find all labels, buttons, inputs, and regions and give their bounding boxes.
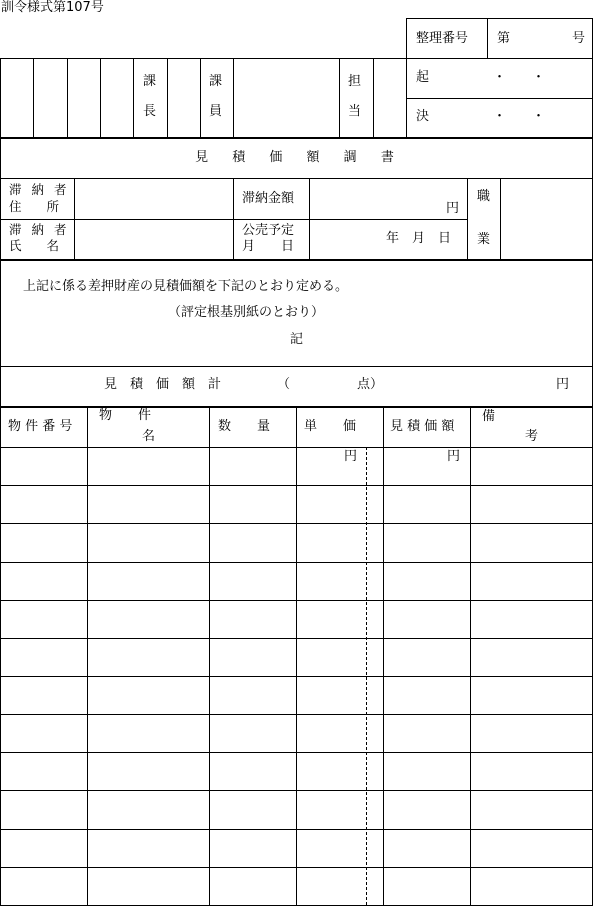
rule-v	[233, 58, 234, 138]
rule-v	[406, 58, 407, 138]
ketsu-label: 決	[416, 109, 430, 124]
rule-h	[0, 259, 593, 261]
header-biko-bottom: 考	[525, 429, 539, 444]
header-bukken-bango: 物 件 番 号	[8, 419, 73, 434]
document-title: 見 積 価 額 調 書	[195, 150, 398, 165]
rule-v	[487, 18, 488, 58]
rule-v	[200, 58, 201, 138]
tanto-top: 担	[348, 74, 362, 89]
statement-ki: 記	[290, 332, 304, 347]
rule-v	[33, 58, 34, 138]
registry-label: 整理番号	[416, 31, 469, 46]
sale-date: 年 月 日	[386, 231, 452, 246]
header-bukken-bottom: 名	[142, 429, 156, 444]
registry-dai: 第	[497, 31, 511, 46]
rule-v	[296, 406, 297, 906]
kain-top: 課	[209, 74, 223, 89]
header-suryo: 数 量	[218, 419, 271, 434]
rule-v	[87, 406, 88, 906]
amount-yen: 円	[446, 201, 460, 216]
kacho-bottom: 長	[143, 104, 157, 119]
header-mitsumori: 見 積 価 額	[390, 419, 455, 434]
unit-yen-mitsumori: 円	[447, 449, 461, 464]
gyo-label: 業	[477, 232, 491, 247]
rule-v	[383, 406, 384, 906]
header-bukken-top: 物 件	[99, 408, 152, 423]
shimei-label: 氏 名	[9, 238, 60, 253]
jusho-label: 住 所	[9, 199, 60, 214]
taino-label-2: 滞 納 者	[9, 222, 70, 237]
rule-v	[373, 58, 374, 138]
form-id: 訓令様式第107号	[1, 0, 104, 15]
rule-v	[209, 406, 210, 906]
rule-v	[309, 178, 310, 259]
tanka-dashed-divider	[366, 447, 367, 905]
rule-v	[100, 58, 101, 138]
shoku-label: 職	[477, 189, 491, 204]
rule-v	[74, 178, 75, 259]
statement-line-1: 上記に係る差押財産の見積価額を下記のとおり定める。	[23, 279, 349, 294]
rule-v	[0, 58, 1, 138]
rule-h	[0, 58, 593, 59]
rule-v	[500, 178, 501, 259]
ki-date: ・ ・	[493, 70, 546, 85]
amount-label: 滞納金額	[242, 191, 295, 206]
kacho-top: 課	[143, 74, 157, 89]
kain-bottom: 員	[209, 104, 223, 119]
rule-v	[167, 58, 168, 138]
unit-yen-tanka: 円	[344, 449, 358, 464]
rule-v	[467, 178, 468, 259]
rule-h	[406, 98, 593, 99]
sale-label-1: 公売予定	[242, 223, 295, 238]
statement-line-2: （評定根基別紙のとおり）	[168, 305, 325, 320]
rule-h	[406, 18, 593, 19]
rule-v	[470, 406, 471, 906]
ketsu-date: ・ ・	[493, 109, 546, 124]
header-biko-top: 備	[482, 409, 496, 424]
rule-h	[0, 366, 593, 367]
rule-v	[339, 58, 340, 138]
rule-v	[406, 18, 407, 58]
tanto-bottom: 当	[348, 104, 362, 119]
total-points: 点）	[357, 377, 384, 392]
rule-h	[0, 178, 593, 179]
rule-v	[133, 58, 134, 138]
rule-v	[233, 178, 234, 259]
total-yen: 円	[556, 377, 570, 392]
ki-label: 起	[416, 70, 430, 85]
rule-v	[67, 58, 68, 138]
registry-go: 号	[572, 31, 586, 46]
rule-h	[0, 137, 593, 139]
sale-label-2: 月 日	[242, 239, 295, 254]
header-tanka: 単 価	[304, 419, 357, 434]
total-label: 見 積 価 額 計	[104, 377, 222, 392]
total-paren: （	[277, 377, 291, 392]
taino-label-1: 滞 納 者	[9, 182, 70, 197]
